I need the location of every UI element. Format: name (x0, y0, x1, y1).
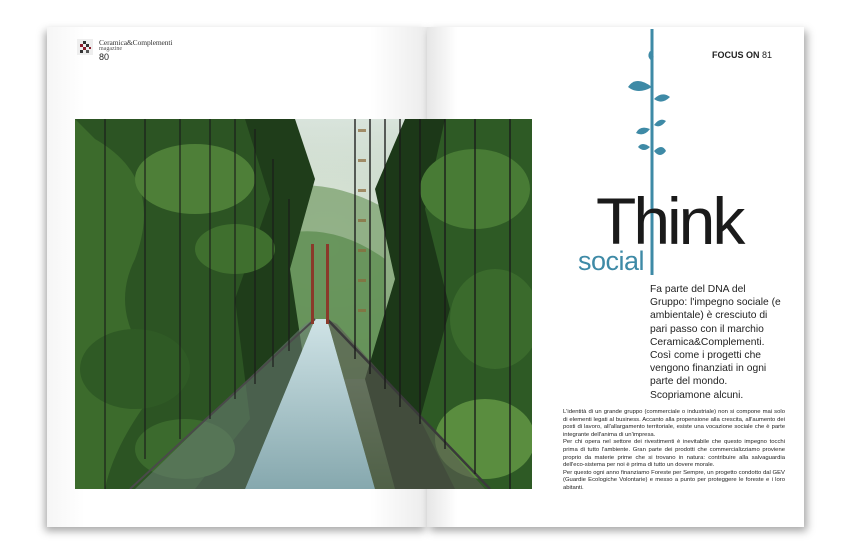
brand-subtitle: magazine (99, 46, 122, 52)
article-title-accent: social (578, 246, 645, 276)
article-body (563, 409, 785, 493)
page-number-left: 80 (99, 52, 110, 62)
article-title: Think (596, 184, 743, 258)
brand-name: Ceramica&Complementi (99, 38, 173, 47)
section-label: FOCUS ON (711, 50, 760, 60)
section-header (712, 50, 772, 60)
brand-logo-icon (77, 39, 93, 55)
body-paragraph: Per questo ogni anno finanziamo Foreste per Sempre, un progetto condotto dal GEV (Guardie Ecologiche Volontarie) e messo a punto per proteggere le foreste e i loro abitanti. (563, 469, 785, 491)
body-paragraph: Per chi opera nel settore dei rivestimenti è inevitabile che questo impegno tocchi prima di tutto l'ambiente. Gran parte dei prodotti che commercializziamo proviene proprio da materie prime che si trovano in natura: contribuire alla salvaguardia dell'eco-sistema per noi è prima di tutto un dovere morale. (563, 439, 785, 469)
rainforest-bridge-photo (75, 119, 532, 489)
article-intro: Fa parte del DNA del Gruppo: l'impegno sociale (e ambientale) è cresciuto di pari passo con il marchio Ceramica&Complementi. Così come i progetti che vengono finanziati in ogni parte del mondo. Scopriamone alcuni. (650, 284, 781, 401)
page-number-right: 81 (761, 50, 772, 60)
body-paragraph: L'identità di un grande gruppo (commerciale o industriale) non si compone mai solo di elementi legati al business. Accanto alla propensione alla crescita, all'aumento dei posti di lavoro, all'allargamento territoriale, esiste una vocazione sociale che è parte integrante dell'anima di un'impresa. (563, 409, 785, 438)
